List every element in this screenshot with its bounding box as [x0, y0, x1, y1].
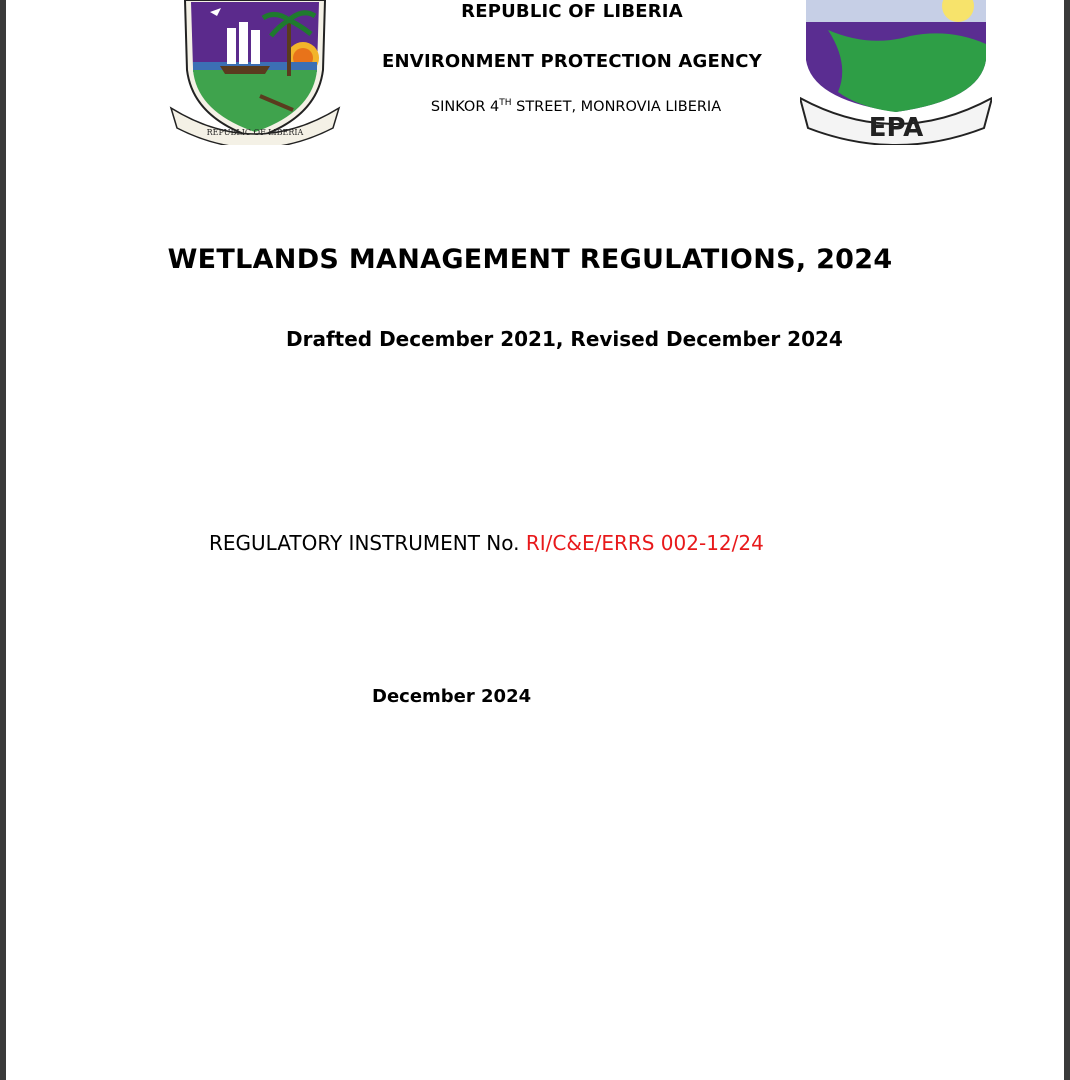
- page-edge-left: [0, 0, 6, 1080]
- regulatory-instrument: [209, 531, 764, 555]
- page-edge-right: [1064, 0, 1070, 1080]
- svg-text:REPUBLIC OF LIBERIA: REPUBLIC OF LIBERIA: [206, 128, 304, 137]
- document-subtitle: Drafted December 2021, Revised December 2024: [286, 327, 843, 351]
- liberia-coat-of-arms-logo: [165, 0, 345, 145]
- epa-logo: [800, 0, 992, 145]
- instrument-code: RI/C&E/ERRS 002-12/24: [525, 531, 764, 555]
- document-date: December 2024: [372, 686, 532, 707]
- header-country: REPUBLIC OF LIBERIA: [461, 1, 683, 22]
- address-suffix: STREET, MONROVIA LIBERIA: [511, 99, 722, 115]
- epa-banner-text: EPA: [868, 113, 924, 143]
- header-address: [344, 99, 808, 115]
- address-prefix: SINKOR 4: [430, 99, 500, 115]
- header-agency: ENVIRONMENT PROTECTION AGENCY: [382, 51, 762, 72]
- document-title: WETLANDS MANAGEMENT REGULATIONS, 2024: [167, 244, 893, 275]
- instrument-label: REGULATORY INSTRUMENT No.: [209, 531, 526, 555]
- address-ordinal: TH: [499, 98, 512, 108]
